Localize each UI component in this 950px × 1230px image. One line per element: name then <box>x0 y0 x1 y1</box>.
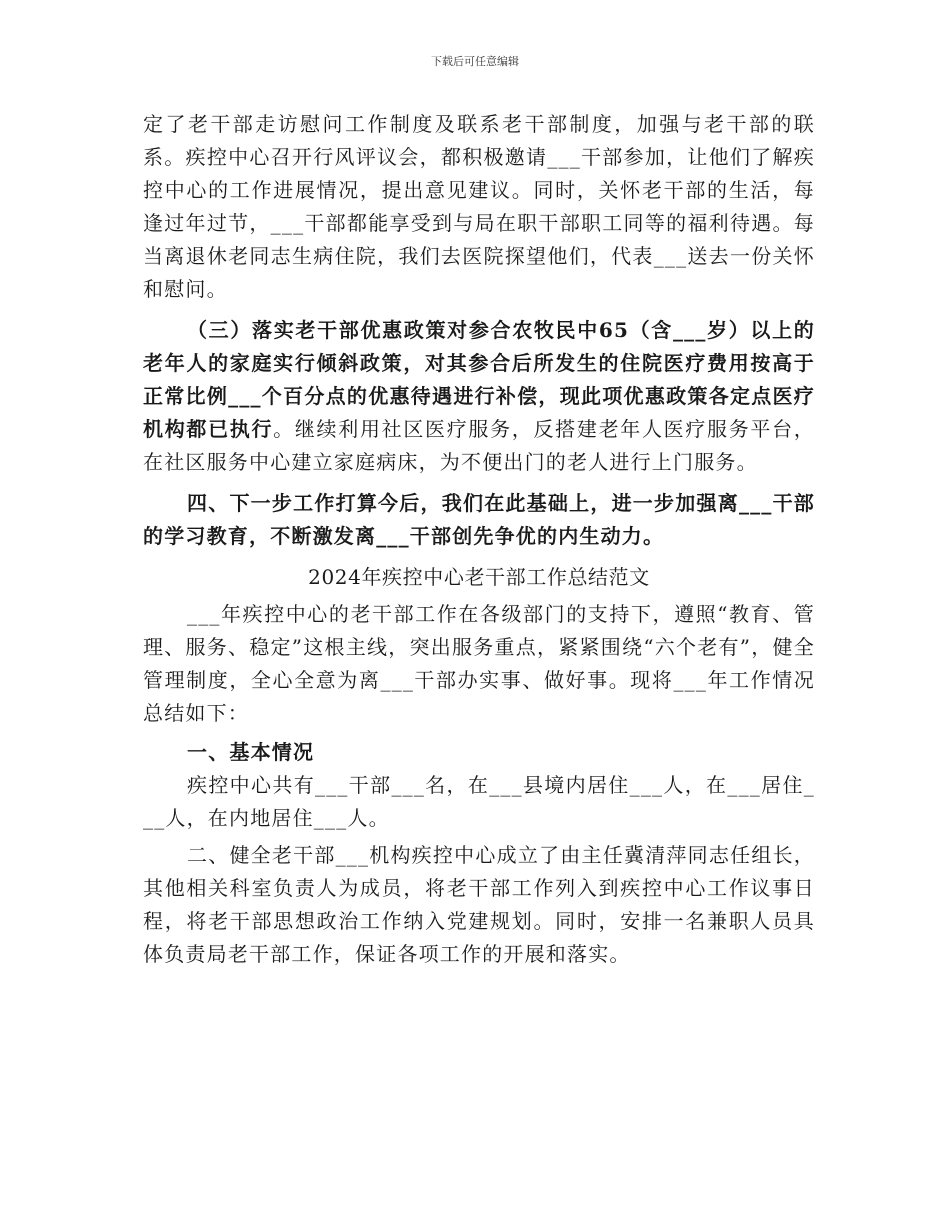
section-title: 2024年疾控中心老干部工作总结范文 <box>308 565 650 589</box>
paragraph-organization: 二、健全老干部___机构疾控中心成立了由主任冀清萍同志任组长，其他相关科室负责人为成员，将老干部工作列入到疾控中心工作议事日程，将老干部思想政治工作纳入党建规划。同时，安排一名兼职人员具体负责局老干部工作，保证各项工作的开展和落实。 <box>143 843 815 966</box>
paragraph-intro: ___年疾控中心的老干部工作在各级部门的支持下，遵照“教育、管理、服务、稳定”这根主线，突出服务重点，紧紧围绕“六个老有”，健全管理制度，全心全意为离___干部办实事、做好事。现将___年工作情况总结如下： <box>143 602 815 725</box>
paragraph-visits: 定了老干部走访慰问工作制度及联系老干部制度，加强与老干部的联系。疾控中心召开行风评议会，都积极邀请___干部参加，让他们了解疾控中心的工作进展情况，提出意见建议。同时，关怀老干部的生活，每逢过年过节，___干部都能享受到与局在职干部职工同等的福利待遇。每当离退休老同志生病住院，我们去医院探望他们，代表___送去一份关怀和慰问。 <box>143 112 815 301</box>
document-body <box>143 108 815 971</box>
page-header: 下载后可任意编辑 <box>431 55 519 68</box>
heading-basic-situation: 一、基本情况 <box>187 740 315 764</box>
paragraph-basic-situation: 疾控中心共有___干部___名，在___县境内居住___人，在___居住___人，在内地居住___人。 <box>143 773 815 830</box>
paragraph-preferential-policy <box>143 314 815 479</box>
policy-bold-text: （三）落实老干部优惠政策对参合农牧民中65（含___岁）以上的老年人的家庭实行倾斜政策，对其参合后所发生的住院医疗费用按高于正常比例___个百分点的优惠待遇进行补偿，现此项优惠政策各定点医疗机构都已执行 <box>143 318 815 441</box>
policy-rest-text: 。继续利用社区医疗服务，反搭建老年人医疗服务平台，在社区服务中心建立家庭病床，为不便出门的老人进行上门服务。 <box>143 417 816 474</box>
paragraph-next-steps: 四、下一步工作打算今后，我们在此基础上，进一步加强离___干部的学习教育，不断激发离___干部创先争优的内生动力。 <box>143 491 815 548</box>
